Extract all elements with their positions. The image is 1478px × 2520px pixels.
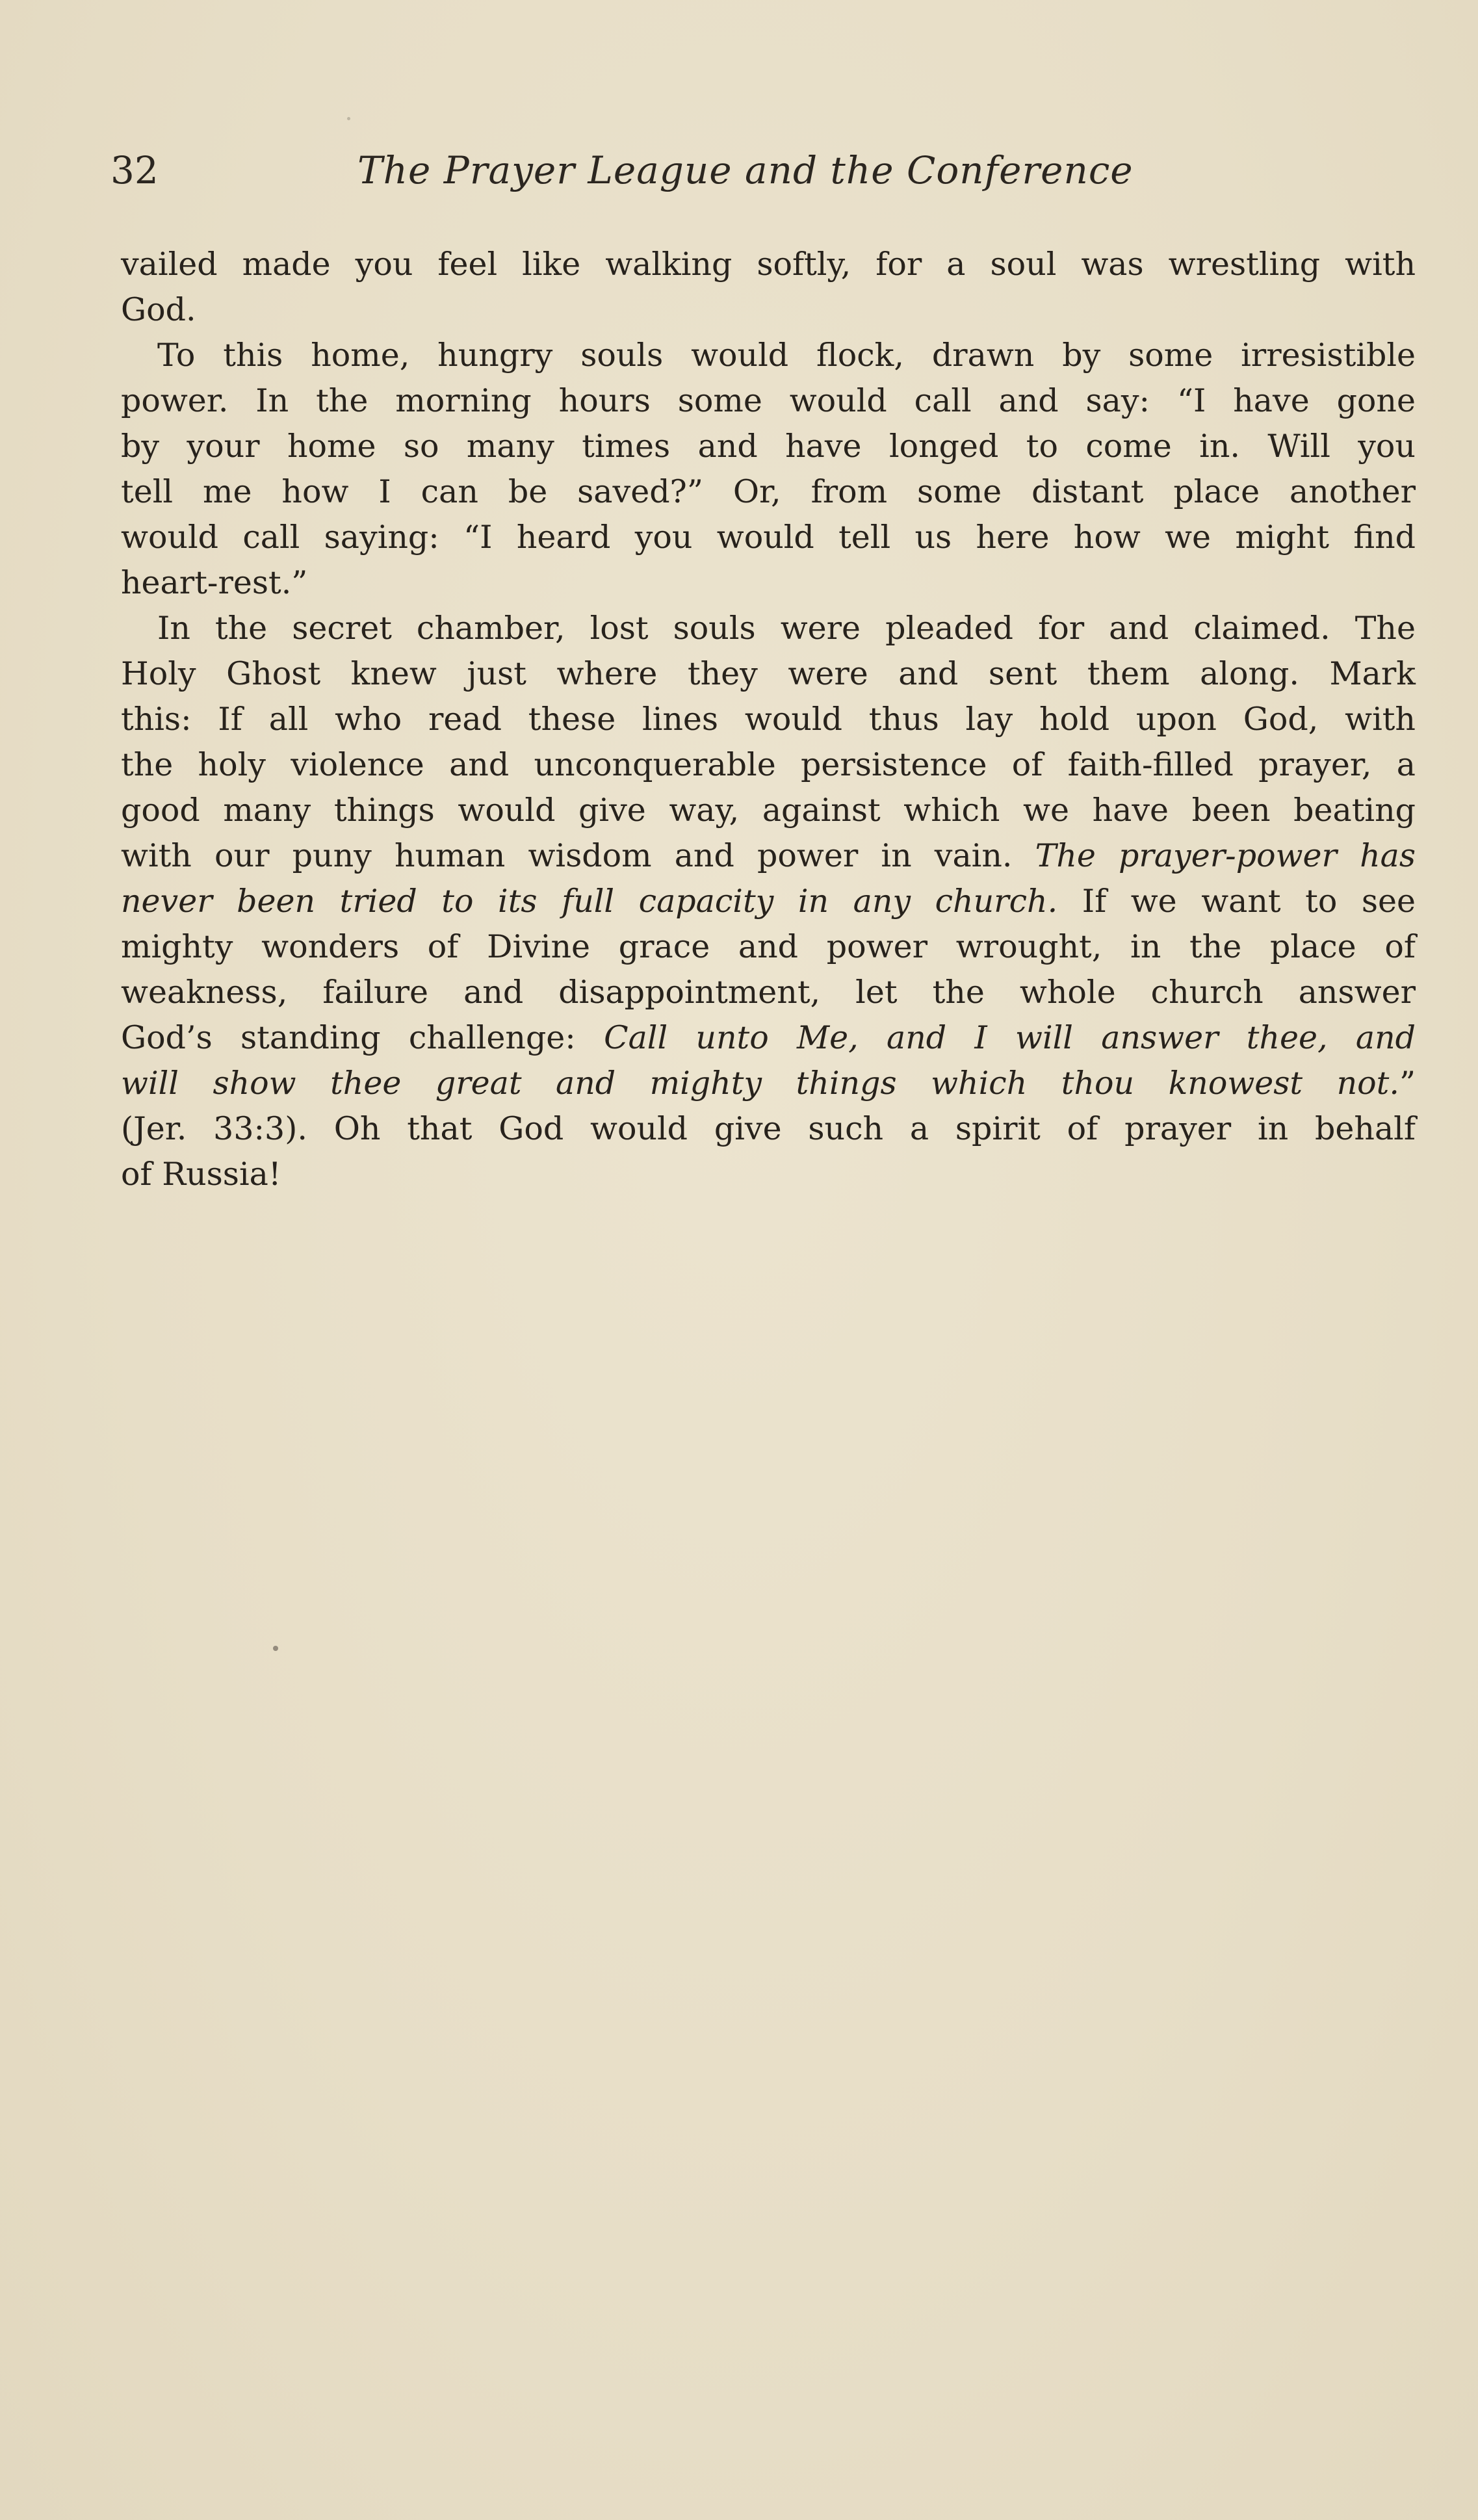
body-text (121, 242, 1416, 1197)
text-line: would call saying: “I heard you would tell us here how we might find (121, 519, 1416, 556)
text-line: of Russia! (121, 1156, 281, 1193)
text-line: by your home so many times and have longed to come in. Will you (121, 428, 1416, 465)
text-line: vailed made you feel like walking softly, for a soul was wrestling with (121, 246, 1416, 283)
page-header (110, 144, 1345, 203)
text-line (121, 833, 1416, 879)
text-segment: ” (1399, 1065, 1416, 1102)
text-line: To this home, hungry souls would flock, drawn by some irresistible (157, 337, 1416, 374)
text-line: good many things would give way, against which we have been beating (121, 792, 1416, 829)
text-line (121, 1061, 1416, 1106)
text-line: mighty wonders of Divine grace and power wrought, in the place of (121, 928, 1416, 965)
page-number: 32 (110, 148, 159, 192)
scan-speck (273, 1646, 278, 1651)
text-line: weakness, failure and disappointment, let the whole church answer (121, 974, 1416, 1011)
text-segment: with our puny human wisdom and power in vain. (121, 837, 1035, 874)
italic-emphasis: never been tried to its full capacity in any church. (121, 883, 1058, 920)
paragraph (121, 606, 1416, 1197)
text-line: this: If all who read these lines would thus lay hold upon God, with (121, 701, 1416, 738)
text-line (121, 1015, 1416, 1061)
text-line: Holy Ghost knew just where they were and sent them along. Mark (121, 655, 1416, 692)
text-line: power. In the morning hours some would call and say: “I have gone (121, 382, 1416, 419)
paragraph (121, 333, 1416, 606)
text-segment: God’s standing challenge: (121, 1019, 604, 1056)
text-line: heart-rest.” (121, 564, 308, 601)
text-line: the holy violence and unconquerable persistence of faith-filled prayer, a (121, 746, 1416, 783)
scripture-quote: will show thee great and mighty things which thou knowest not. (121, 1065, 1399, 1102)
text-line: tell me how I can be saved?” Or, from some distant place another (121, 473, 1416, 510)
text-line: God. (121, 291, 196, 328)
text-line: (Jer. 33:3). Oh that God would give such a spirit of prayer in behalf (121, 1110, 1416, 1147)
scan-speck (347, 117, 350, 120)
scripture-quote: Call unto Me, and I will answer thee, and (604, 1019, 1416, 1056)
paragraph (121, 242, 1416, 333)
text-segment: If we want to see (1057, 883, 1416, 920)
text-line (121, 879, 1416, 924)
running-title: The Prayer League and the Conference (357, 148, 1134, 192)
italic-emphasis: The prayer-power has (1035, 837, 1416, 874)
text-line: In the secret chamber, lost souls were pleaded for and claimed. The (157, 610, 1416, 647)
